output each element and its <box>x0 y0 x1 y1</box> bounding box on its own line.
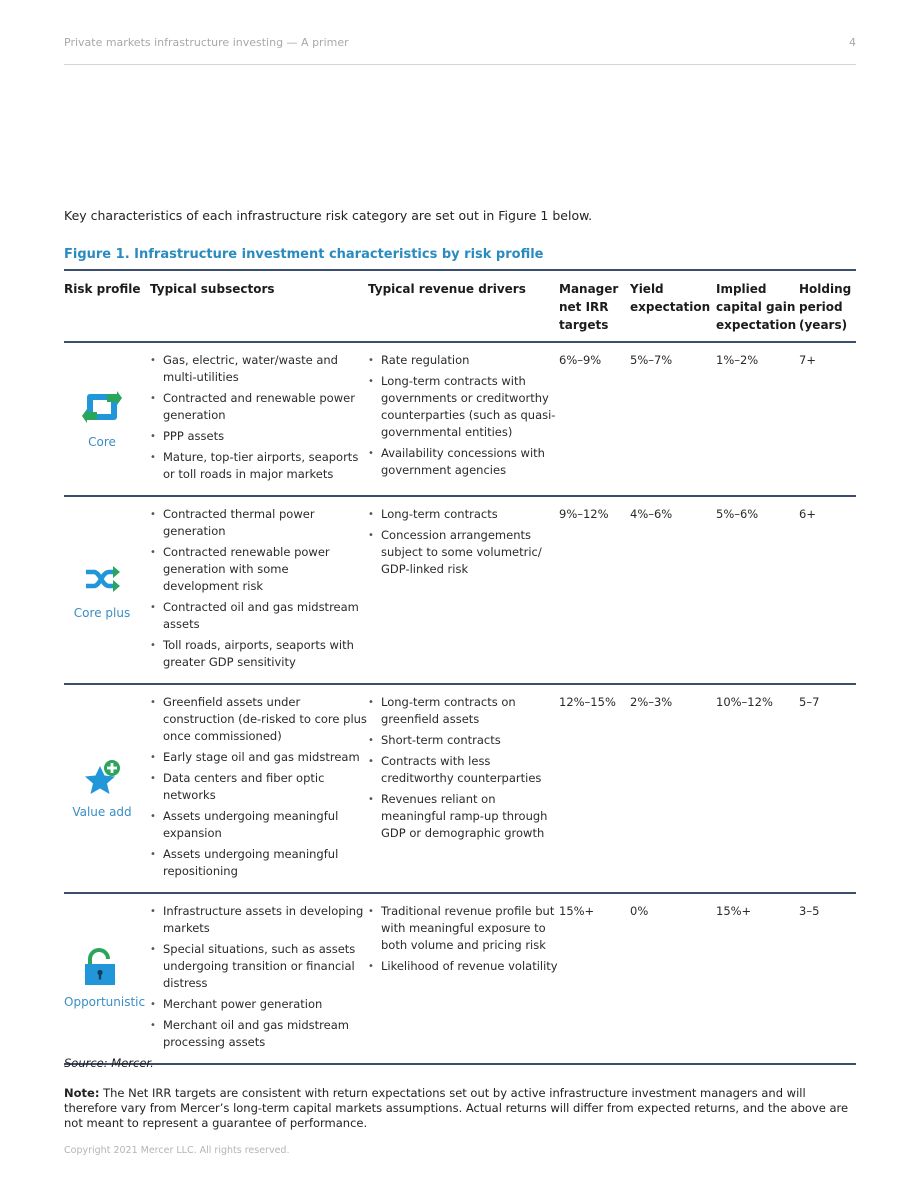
risk-profile-cell <box>64 342 150 496</box>
table-row <box>64 496 856 684</box>
capital-gain-cell: 15%+ <box>716 893 799 1064</box>
table-row <box>64 684 856 893</box>
subsectors-cell <box>150 496 368 684</box>
list-item: • Early stage oil and gas midstream <box>150 749 368 766</box>
list-item: • Long-term contracts <box>368 506 559 523</box>
holding-cell: 7+ <box>799 342 856 496</box>
col-header-risk-profile: Risk profile <box>64 270 150 342</box>
revenue-drivers-cell <box>368 496 559 684</box>
yield-cell: 5%–7% <box>630 342 716 496</box>
irr-cell: 12%–15% <box>559 684 630 893</box>
list-item: • PPP assets <box>150 428 368 445</box>
list-item: • Long-term contracts on greenfield assets <box>368 694 559 728</box>
core-cycle-icon <box>82 388 122 428</box>
list-item: • Infrastructure assets in developing markets <box>150 903 368 937</box>
note-paragraph <box>64 1086 856 1131</box>
risk-profile-cell <box>64 496 150 684</box>
list-item: • Merchant power generation <box>150 996 368 1013</box>
list-item: • Traditional revenue profile but with meaningful exposure to both volume and pricing risk <box>368 903 559 954</box>
list-item: • Special situations, such as assets undergoing transition or financial distress <box>150 941 368 992</box>
list-item: • Mature, top-tier airports, seaports or toll roads in major markets <box>150 449 368 483</box>
risk-profile-label: Core plus <box>73 606 131 620</box>
document-title: Private markets infrastructure investing — A primer <box>64 36 349 49</box>
list-item: • Availability concessions with government agencies <box>368 445 559 479</box>
list-item: • Contracted and renewable power generation <box>150 390 368 424</box>
list-item: • Revenues reliant on meaningful ramp-up through GDP or demographic growth <box>368 791 559 842</box>
risk-profile-cell <box>64 893 150 1064</box>
list-item: • Concession arrangements subject to some volumetric/ GDP-linked risk <box>368 527 559 578</box>
irr-cell: 9%–12% <box>559 496 630 684</box>
revenue-drivers-cell <box>368 684 559 893</box>
note-text: The Net IRR targets are consistent with return expectations set out by active infrastructure investment managers and will therefore vary from Mercer’s long-term capital markets assumptions. Actual returns will differ from expected returns, and the above are not meant to represent a guarantee of performance. <box>64 1086 849 1130</box>
risk-profile-label: Core <box>88 435 116 449</box>
col-header-subsectors: Typical subsectors <box>150 270 368 342</box>
table-header-row <box>64 270 856 342</box>
intro-paragraph: Key characteristics of each infrastructure risk category are set out in Figure 1 below. <box>64 208 593 223</box>
risk-profile-label: Opportunistic <box>64 994 146 1009</box>
irr-cell: 15%+ <box>559 893 630 1064</box>
list-item: • Contracted thermal power generation <box>150 506 368 540</box>
characteristics-table <box>64 269 856 1065</box>
page-header <box>64 36 856 65</box>
copyright-footer: Copyright 2021 Mercer LLC. All rights reserved. <box>64 1145 290 1156</box>
note-label: Note: <box>64 1086 100 1100</box>
col-header-capital-gain: Implied capital gain expectation <box>716 270 799 342</box>
list-item: • Contracted renewable power generation with some development risk <box>150 544 368 595</box>
list-item: • Toll roads, airports, seaports with greater GDP sensitivity <box>150 637 368 671</box>
list-item: • Contracted oil and gas midstream assets <box>150 599 368 633</box>
list-item: • Greenfield assets under construction (de-risked to core plus once commissioned) <box>150 694 368 745</box>
page-number: 4 <box>849 36 856 49</box>
risk-profile-cell <box>64 684 150 893</box>
revenue-drivers-cell <box>368 342 559 496</box>
list-item: • Contracts with less creditworthy counterparties <box>368 753 559 787</box>
subsectors-cell <box>150 342 368 496</box>
capital-gain-cell: 1%–2% <box>716 342 799 496</box>
col-header-irr: Manager net IRR targets <box>559 270 630 342</box>
list-item: • Merchant oil and gas midstream processing assets <box>150 1017 368 1051</box>
unlocked-padlock-icon <box>82 948 122 988</box>
list-item: • Assets undergoing meaningful expansion <box>150 808 368 842</box>
yield-cell: 4%–6% <box>630 496 716 684</box>
revenue-drivers-cell <box>368 893 559 1064</box>
col-header-yield: Yield expectation <box>630 270 716 342</box>
table-row <box>64 893 856 1064</box>
list-item: • Gas, electric, water/waste and multi-utilities <box>150 352 368 386</box>
list-item: • Assets undergoing meaningful repositioning <box>150 846 368 880</box>
table-row <box>64 342 856 496</box>
yield-cell: 0% <box>630 893 716 1064</box>
list-item: • Long-term contracts with governments or creditworthy counterparties (such as quasi-governmental entities) <box>368 373 559 441</box>
subsectors-cell <box>150 684 368 893</box>
subsectors-cell <box>150 893 368 1064</box>
irr-cell: 6%–9% <box>559 342 630 496</box>
list-item: • Likelihood of revenue volatility <box>368 958 559 975</box>
yield-cell: 2%–3% <box>630 684 716 893</box>
holding-cell: 6+ <box>799 496 856 684</box>
source-line: Source: Mercer. <box>64 1056 154 1070</box>
capital-gain-cell: 10%–12% <box>716 684 799 893</box>
col-header-revenue-drivers: Typical revenue drivers <box>368 270 559 342</box>
risk-profile-label: Value add <box>72 804 132 819</box>
figure-title: Figure 1. Infrastructure investment characteristics by risk profile <box>64 247 544 262</box>
capital-gain-cell: 5%–6% <box>716 496 799 684</box>
col-header-holding: Holding period (years) <box>799 270 856 342</box>
holding-cell: 5–7 <box>799 684 856 893</box>
list-item: • Data centers and fiber optic networks <box>150 770 368 804</box>
list-item: • Short-term contracts <box>368 732 559 749</box>
star-plus-icon <box>82 758 122 798</box>
shuffle-icon <box>82 559 122 599</box>
holding-cell: 3–5 <box>799 893 856 1064</box>
list-item: • Rate regulation <box>368 352 559 369</box>
